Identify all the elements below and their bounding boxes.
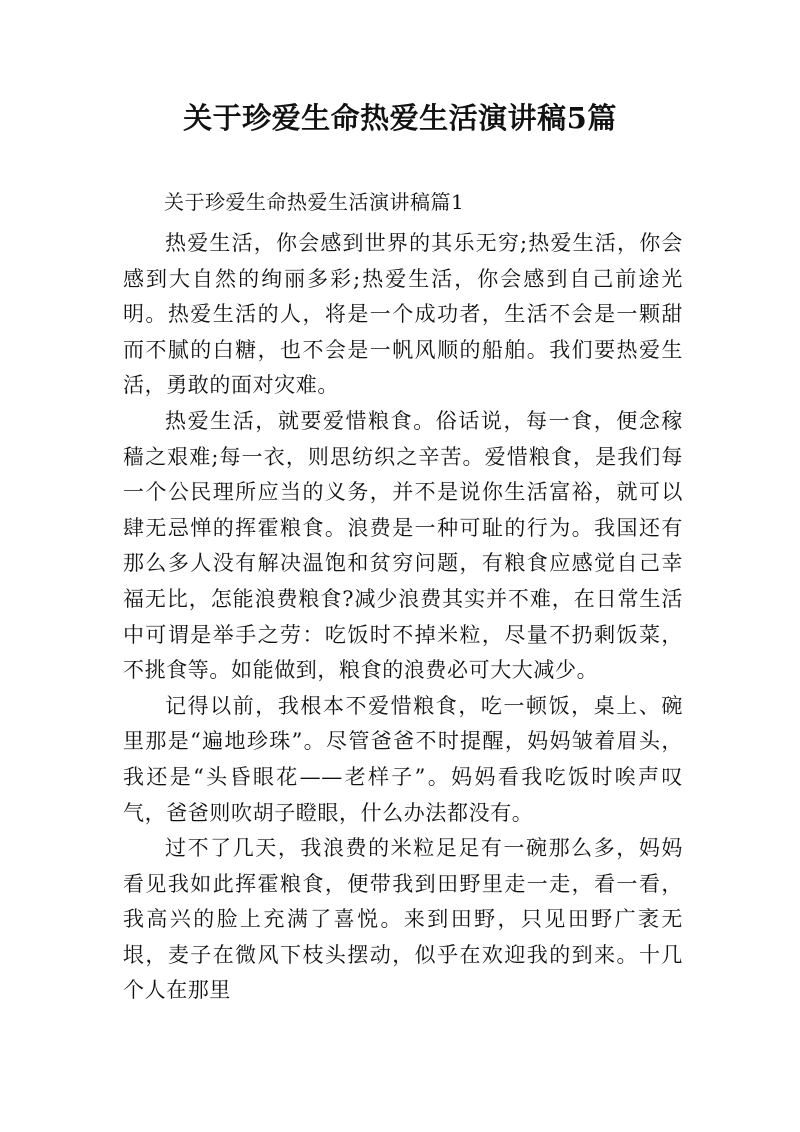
section-heading: 关于珍爱生命热爱生活演讲稿篇1: [164, 190, 465, 214]
paragraph: 热爱生活，就要爱惜粮食。俗话说，每一食，便念稼穑之艰难;每一衣，则思纺织之辛苦。爱惜粮食，是我们每一个公民理所应当的义务，并不是说你生活富裕，就可以肆无忌惮的挥霍粮食。浪费是一种可耻的行为。我国还有那么多人没有解决温饱和贫穷问题，有粮食应感觉自己幸福无比，怎能浪费粮食?减少浪费其实并不难，在日常生活中可谓是举手之劳：吃饭时不掉米粒，尽量不扔剩饭菜，不挑食等。如能做到，粮食的浪费必可大大减少。: [123, 408, 683, 683]
paragraph: 记得以前，我根本不爱惜粮食，吃一顿饭，桌上、碗里那是“遍地珍珠”。尽管爸爸不时提醒，妈妈皱着眉头，我还是“头昏眼花——老样子”。妈妈看我吃饭时唉声叹气，爸爸则吹胡子瞪眼，什么办法都没有。: [123, 693, 683, 825]
document-body: [123, 226, 683, 1009]
paragraph: 过不了几天，我浪费的米粒足足有一碗那么多，妈妈看见我如此挥霍粮食，便带我到田野里走一走，看一看，我高兴的脸上充满了喜悦。来到田野，只见田野广袤无垠，麦子在微风下枝头摆动，似乎在欢迎我的到来。十几个人在那里: [123, 836, 683, 1003]
paragraph: 热爱生活，你会感到世界的其乐无穷;热爱生活，你会感到大自然的绚丽多彩;热爱生活，你会感到自己前途光明。热爱生活的人，将是一个成功者，生活不会是一颗甜而不腻的白糖，也不会是一帆风顺的船舶。我们要热爱生活，勇敢的面对灾难。: [123, 231, 683, 398]
document-title: 关于珍爱生命热爱生活演讲稿5篇: [183, 101, 617, 135]
